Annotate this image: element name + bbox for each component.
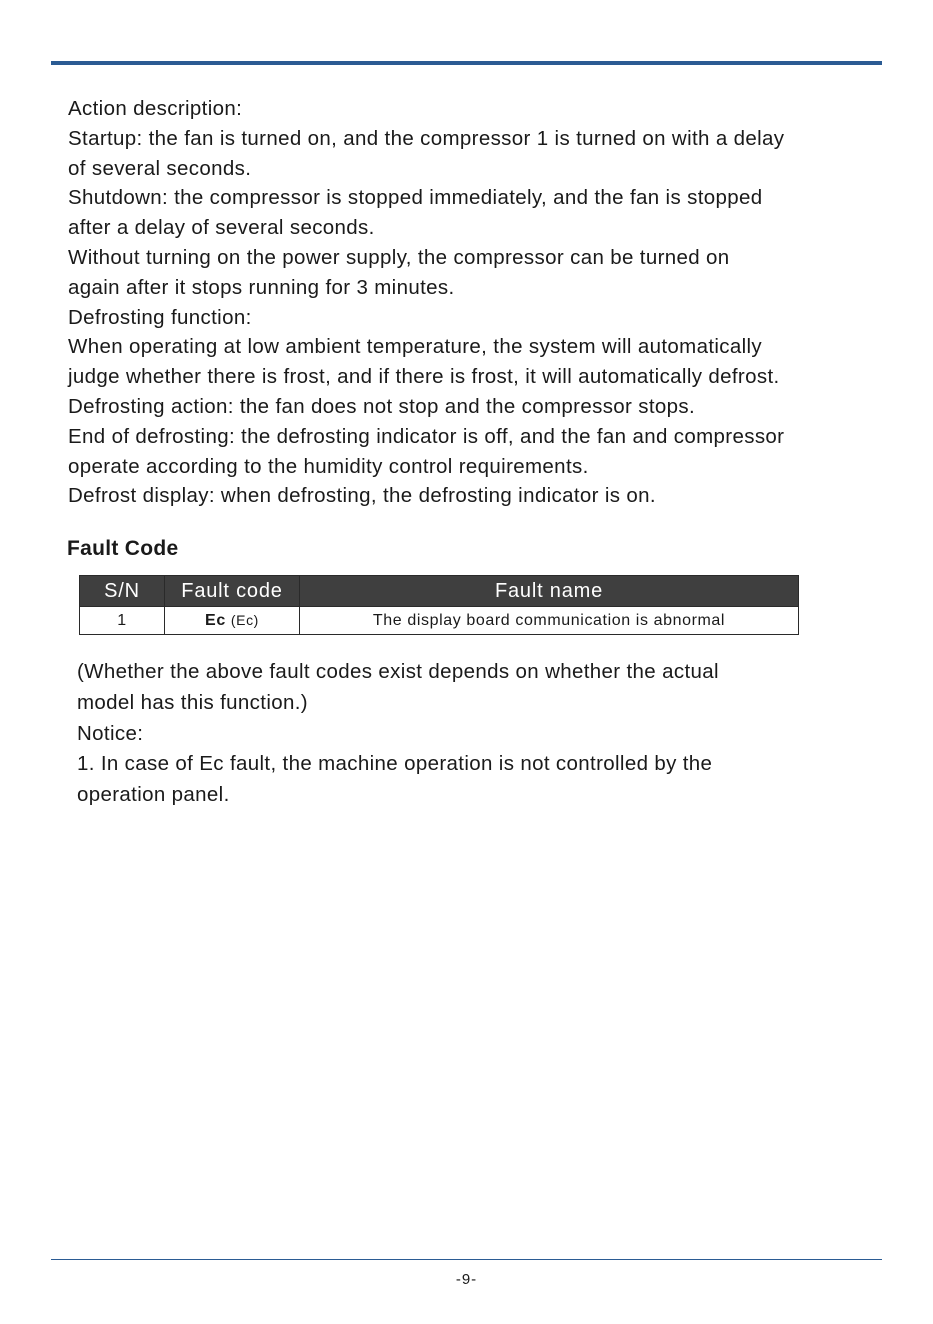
note-line: 1. In case of Ec fault, the machine operation is not controlled by the <box>77 752 713 776</box>
body-line: Action description: <box>68 97 243 120</box>
body-line: Defrost display: when defrosting, the defrosting indicator is on. <box>68 484 656 508</box>
fault-code-title: Fault Code <box>67 537 179 560</box>
cell-fault-name: The display board communication is abnormal <box>300 607 799 635</box>
body-line: Shutdown: the compressor is stopped immediately, and the fan is stopped <box>68 186 763 210</box>
page-number: -9- <box>455 1271 478 1288</box>
body-line: Defrosting function: <box>68 305 252 329</box>
body-line: operate according to the humidity control requirements. <box>68 454 589 478</box>
cell-sn: 1 <box>80 607 165 635</box>
table-header-row <box>80 576 799 607</box>
body-line: of several seconds. <box>68 156 252 180</box>
body-line: Defrosting action: the fan does not stop and the compressor stops. <box>68 394 696 418</box>
table-row <box>80 607 799 635</box>
fault-code-glyph: Ec <box>205 611 226 629</box>
body-line: When operating at low ambient temperature, the system will automatically <box>68 335 763 359</box>
fault-code-text: (Ec) <box>230 611 259 628</box>
fault-code-table <box>79 575 799 635</box>
body-line: Without turning on the power supply, the compressor can be turned on <box>68 245 730 269</box>
note-line: model has this function.) <box>77 690 308 714</box>
header-fault-name: Fault name <box>300 576 799 607</box>
header-fault-code: Fault code <box>165 576 300 607</box>
body-line: again after it stops running for 3 minutes. <box>68 275 455 299</box>
top-rule <box>51 61 882 65</box>
body-line: after a delay of several seconds. <box>68 216 375 240</box>
cell-fault-code <box>165 607 300 635</box>
header-sn: S/N <box>80 576 165 607</box>
note-line: Notice: <box>77 721 144 745</box>
body-line: judge whether there is frost, and if there is frost, it will automatically defrost. <box>68 365 780 389</box>
bottom-rule <box>51 1259 882 1260</box>
body-line: Startup: the fan is turned on, and the compressor 1 is turned on with a delay <box>68 126 785 150</box>
note-line: (Whether the above fault codes exist depends on whether the actual <box>77 660 719 683</box>
note-line: operation panel. <box>77 783 230 807</box>
body-line: End of defrosting: the defrosting indicator is off, and the fan and compressor <box>68 424 785 448</box>
notice-text <box>77 657 907 811</box>
action-description-text <box>68 94 898 511</box>
